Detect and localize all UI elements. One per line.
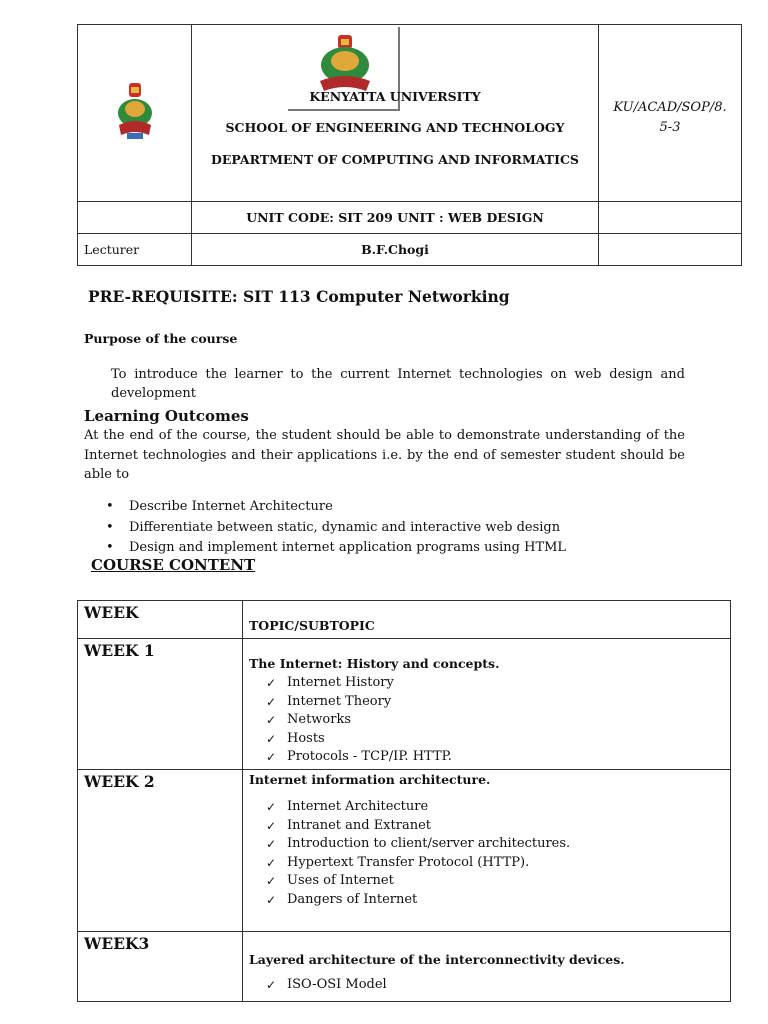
crest-frame-bottom (288, 109, 400, 111)
university-crest-icon (314, 33, 376, 97)
week-label: WEEK 1 (78, 639, 243, 770)
list-item: ✓ Internet Theory (266, 693, 730, 712)
topic-cell (243, 932, 731, 1002)
lecturer-name: B.F.Chogi (192, 234, 599, 266)
learning-outcomes-intro: At the end of the course, the student should be able to demonstrate understanding of the Internet technologies and their applications i.e. by the end of semester student should be able to (84, 428, 685, 482)
week-label: WEEK3 (78, 932, 243, 1002)
unit-code: UNIT CODE: SIT 209 UNIT : WEB DESIGN (192, 202, 599, 234)
department-name: DEPARTMENT OF COMPUTING AND INFORMATICS (211, 152, 579, 167)
school-name: SCHOOL OF ENGINEERING AND TECHNOLOGY (225, 120, 565, 135)
list-item: ✓ Hypertext Transfer Protocol (HTTP). (266, 854, 730, 873)
list-item: ✓ ISO-OSI Model (266, 976, 730, 995)
list-item: ✓ Networks (266, 711, 730, 730)
course-content-table (77, 600, 731, 1002)
university-name: KENYATTA UNIVERSITY (309, 89, 481, 104)
subtopic-list (266, 798, 730, 909)
table-row (78, 639, 731, 770)
list-item: ✓ Intranet and Extranet (266, 817, 730, 836)
learning-outcomes-list (106, 497, 566, 559)
topic-cell (243, 770, 731, 932)
doc-ref-cell (599, 25, 742, 202)
list-item: • Differentiate between static, dynamic and interactive web design (106, 518, 566, 539)
lecturer-label: Lecturer (78, 234, 192, 266)
table-row (78, 770, 731, 932)
logo-cell (78, 25, 192, 202)
list-item: ✓ Hosts (266, 730, 730, 749)
table-row (78, 932, 731, 1002)
empty-cell (599, 202, 742, 234)
doc-ref: KU/ACAD/SOP/8. 5-3 (613, 100, 727, 135)
prerequisite-heading: PRE-REQUISITE: SIT 113 Computer Networking (88, 287, 510, 306)
university-title-cell (192, 25, 599, 202)
purpose-heading: Purpose of the course (84, 331, 238, 346)
topic-cell (243, 639, 731, 770)
list-item: ✓ Internet History (266, 674, 730, 693)
university-crest-icon (115, 83, 155, 143)
list-item: ✓ Dangers of Internet (266, 891, 730, 910)
list-item: • Describe Internet Architecture (106, 497, 566, 518)
header-table (77, 24, 742, 266)
topic-title: The Internet: History and concepts. (249, 656, 500, 671)
week-header: WEEK (78, 601, 243, 639)
topic-title: Layered architecture of the interconnectivity devices. (249, 952, 625, 967)
list-item: ✓ Protocols - TCP/IP. HTTP. (266, 748, 730, 767)
table-row (78, 601, 731, 639)
empty-cell (78, 202, 192, 234)
list-item: • Design and implement internet application programs using HTML (106, 538, 566, 559)
topic-title: Internet information architecture. (249, 772, 491, 787)
list-item: ✓ Introduction to client/server architectures. (266, 835, 730, 854)
course-content-heading: COURSE CONTENT (91, 556, 256, 574)
subtopic-list (266, 674, 730, 767)
week-label: WEEK 2 (78, 770, 243, 932)
learning-outcomes-heading: Learning Outcomes (84, 407, 249, 425)
empty-cell (599, 234, 742, 266)
list-item: ✓ Internet Architecture (266, 798, 730, 817)
list-item: ✓ Uses of Internet (266, 872, 730, 891)
topic-header: TOPIC/SUBTOPIC (243, 601, 731, 639)
purpose-text: To introduce the learner to the current Internet technologies on web design and development (111, 367, 685, 401)
subtopic-list (266, 976, 730, 995)
